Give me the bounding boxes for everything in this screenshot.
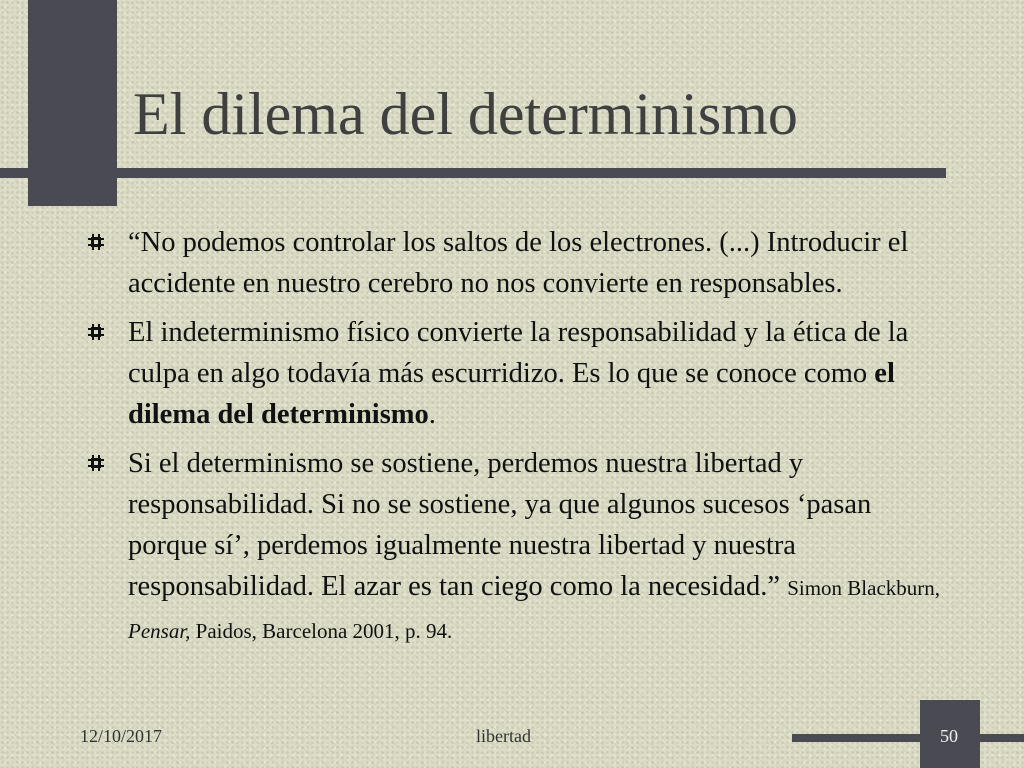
bullet-bold-phrase: el dilema del determinismo <box>128 358 895 430</box>
citation-publisher: Paidos, Barcelona 2001, p. 94. <box>190 619 453 643</box>
hash-square-bullet-icon <box>88 234 104 250</box>
slide-title: El dilema del determinismo <box>133 81 798 147</box>
bullet-text: El indeterminismo físico convierte la responsabilidad y la ética de la culpa en algo todavía más escurridizo. Es lo que se conoce como <box>128 317 909 389</box>
bullet-list <box>88 222 948 660</box>
bullet-text: Si el determinismo se sostiene, perdemos nuestra libertad y responsabilidad. Si no se sostiene, ya que algunos sucesos ‘pasan porque sí’, perdemos igualmente nuestra libertad y nuestra responsabilidad. El azar es tan ciego como la necesidad.” <box>128 448 872 602</box>
footer-rule <box>792 734 1024 742</box>
bullet-item-1 <box>88 222 948 304</box>
citation-book-title: Pensar, <box>128 619 191 643</box>
footer-date: 12/10/2017 <box>80 726 163 746</box>
title-underline-rule <box>0 168 946 178</box>
page-number: 50 <box>940 726 958 746</box>
bullet-text: “No podemos controlar los saltos de los electrones. (...) Introducir el accidente en nuestro cerebro no nos convierte en responsables. <box>128 227 909 299</box>
footer-topic: libertad <box>476 726 531 746</box>
hash-square-bullet-icon <box>88 455 104 471</box>
bullet-item-2 <box>88 312 948 435</box>
citation-author: Simon Blackburn, <box>787 576 941 600</box>
hash-square-bullet-icon <box>88 324 104 340</box>
bullet-text-end: . <box>428 399 436 430</box>
bullet-item-3 <box>88 443 948 652</box>
